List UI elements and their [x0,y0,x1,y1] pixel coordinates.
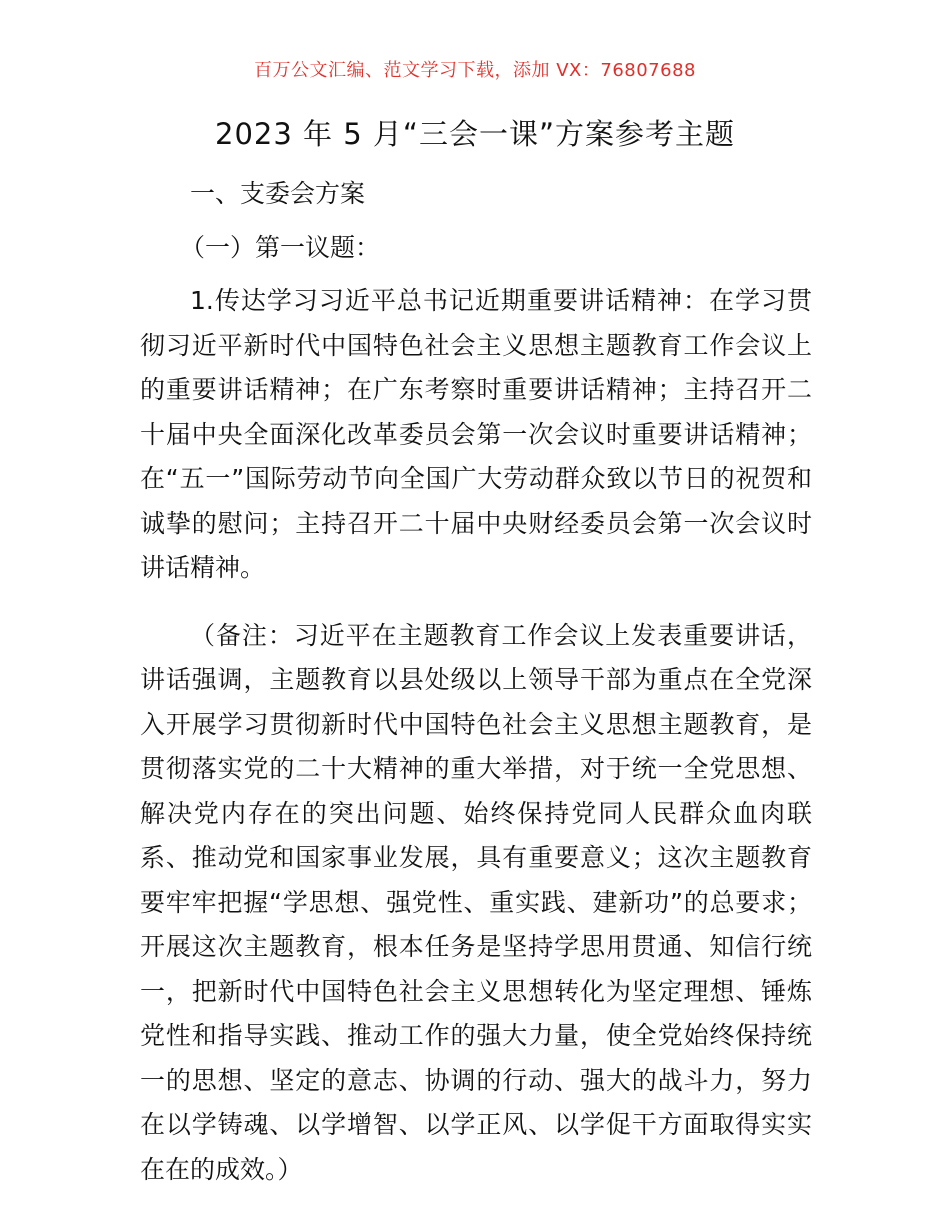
watermark-text: 百万公文汇编、范文学习下载，添加 VX：76807688 [254,60,696,81]
body-paragraph-1: 1.传达学习习近平总书记近期重要讲话精神：在学习贯彻习近平新时代中国特色社会主义思想主题教育工作会议上的重要讲话精神；在广东考察时重要讲话精神；主持召开二十届中央全面深化改革委员会第一次会议时重要讲话精神；在“五一”国际劳动节向全国广大劳动群众致以节日的祝贺和诚挚的慰问；主持召开二十届中央财经委员会第一次会议时讲话精神。 [140,286,812,582]
section-heading: 一、支委会方案 [190,179,366,208]
document-title: 2023 年 5 月“三会一课”方案参考主题 [215,117,735,151]
document-body [140,172,812,1192]
body-paragraph-2: （备注：习近平在主题教育工作会议上发表重要讲话，讲话强调，主题教育以县处级以上领导干部为重点在全党深入开展学习贯彻新时代中国特色社会主义思想主题教育，是贯彻落实党的二十大精神的重大举措，对于统一全党思想、解决党内存在的突出问题、始终保持党同人民群众血肉联系、推动党和国家事业发展，具有重要意义；这次主题教育要牢牢把握“学思想、强党性、重实践、建新功”的总要求；开展这次主题教育，根本任务是坚持学思用贯通、知信行统一，把新时代中国特色社会主义思想转化为坚定理想、锤炼党性和指导实践、推动工作的强大力量，使全党始终保持统一的思想、坚定的意志、协调的行动、强大的战斗力，努力在以学铸魂、以学增智、以学正风、以学促干方面取得实实在在的成效。） [140,620,812,1184]
subsection-heading: （一）第一议题： [180,232,381,262]
